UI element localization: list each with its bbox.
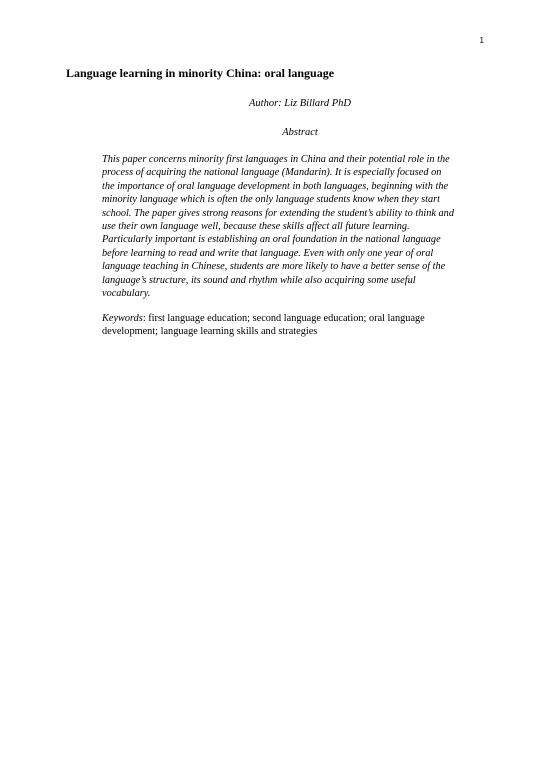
author-line: Author: Liz Billard PhD [249, 98, 351, 109]
keywords-text: first language education; second language education; oral language development; language learning skills and strategies [102, 313, 425, 338]
keywords-separator: : [142, 313, 149, 324]
keywords-paragraph [102, 312, 454, 339]
paper-title: Language learning in minority China: oral language [66, 66, 335, 80]
page-number: 1 [479, 36, 484, 45]
keywords-label: Keywords [102, 313, 143, 324]
abstract-body: This paper concerns minority first languages in China and their potential role in the process of acquiring the national language (Mandarin). It is especially focused on the importance of oral language development in both languages, beginning with the minority language which is often the only language students know when they start school. The paper gives strong reasons for extending the student’s ability to think and use their own language well, because these skills affect all future learning. Particularly important is establishing an oral foundation in the national language before learning to read and write that language. Even with only one year of oral language teaching in Chinese, students are more likely to have a better sense of the language’s structure, its sound and rhythm while also acquiring some useful vocabulary. [102, 154, 454, 300]
abstract-heading: Abstract [282, 127, 318, 138]
